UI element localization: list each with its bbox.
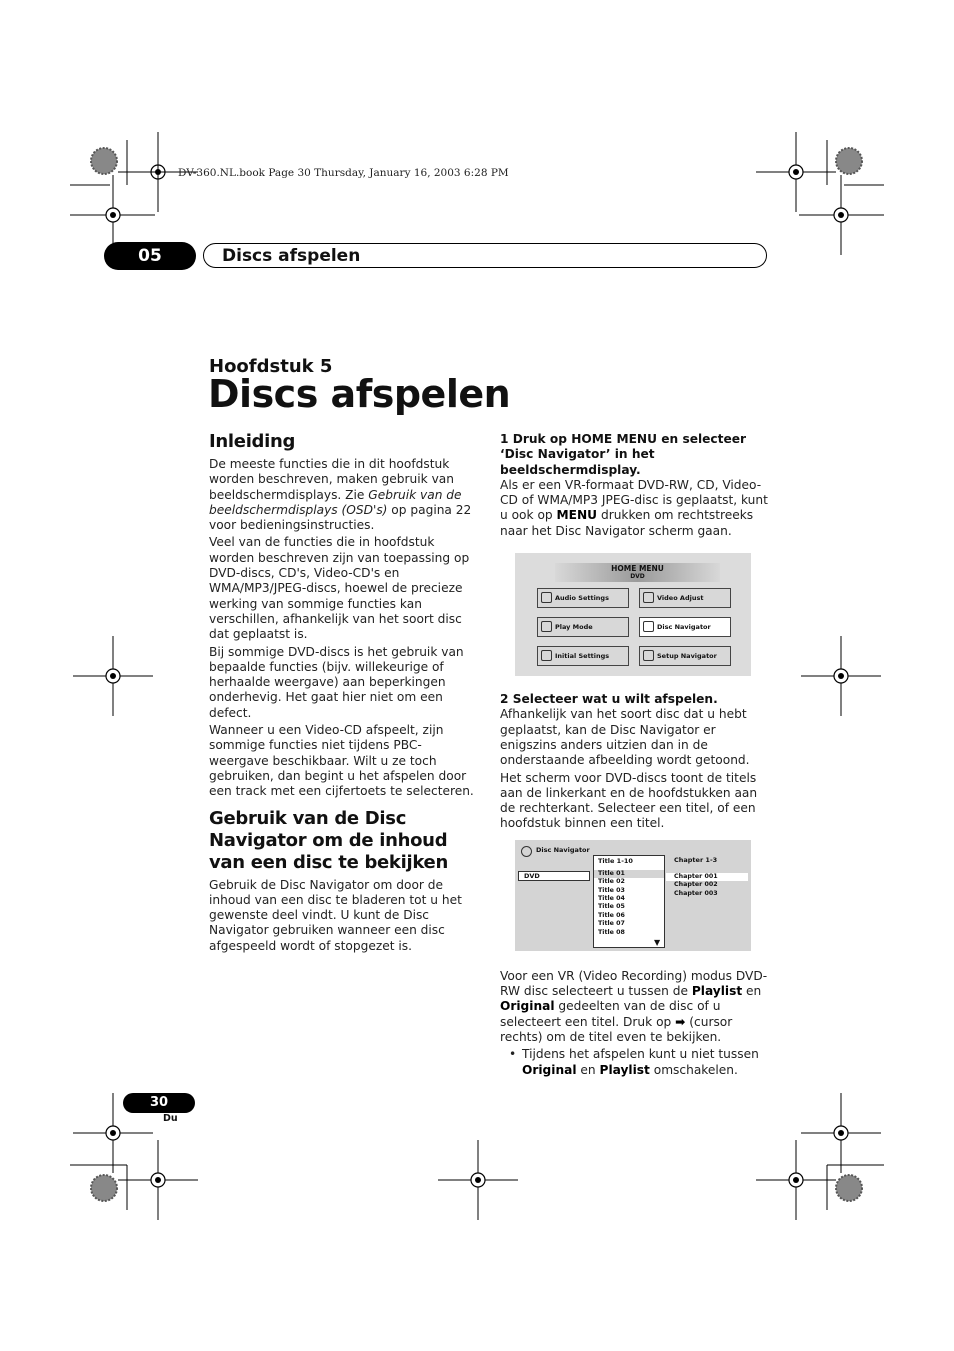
title-item: Title 02: [598, 878, 625, 886]
osd-reference: Gebruik van de beeldschermdisplays (OSD's): [209, 487, 462, 517]
chapter-list: [666, 873, 748, 898]
disc-navigator-title: Disc Navigator: [536, 845, 590, 854]
print-header: DV-360.NL.book Page 30 Thursday, January 16, 2003 6:28 PM: [178, 167, 509, 179]
chapter-item: Chapter 003: [674, 889, 718, 897]
chapter-number-badge: 05: [104, 242, 196, 270]
settings-icon: [541, 650, 552, 661]
scroll-down-icon: ▼: [654, 937, 661, 947]
video-icon: [643, 592, 654, 603]
source-dvd: DVD: [518, 871, 590, 881]
title-list: Title 1-10 Title 01 Title 02 Title 03 Title 04 Title 05 Title 06 Title 07 Title 08: [593, 855, 665, 948]
page-title: Discs afspelen: [208, 372, 511, 416]
title-item: Title 04: [598, 894, 625, 902]
title-item: Title 06: [598, 911, 625, 919]
step-1-text: Als er een VR-formaat DVD-RW, CD, Video-CD of WMA/MP3 JPEG-disc is geplaatst, kunt u ook op MENU drukken om rechtstreeks naar het Disc Navigator scherm gaan.: [500, 477, 768, 538]
step-2-text: Afhankelijk van het soort disc dat u hebt geplaatst, kan de Disc Navigator er enigszins anders uitzien dan in de onderstaande afbeelding wordt getoond.: [500, 707, 750, 768]
right-column: [500, 432, 768, 1080]
chapter-header: Chapter 1-3: [674, 855, 718, 864]
title-item: Title 05: [598, 903, 625, 911]
title-item: Title 03: [598, 886, 625, 894]
disc-navigator-screenshot: [515, 840, 751, 951]
inleiding-heading: Inleiding: [209, 431, 296, 452]
home-menu-screenshot: [515, 553, 751, 676]
chapter-title-bar: Discs afspelen: [203, 243, 767, 268]
bullet-note: • Tijdens het afspelen kunt u niet tussen Original en Playlist omschakelen.: [500, 1047, 768, 1078]
title-item: Title 07: [598, 920, 625, 928]
step-2-text-2: Het scherm voor DVD-discs toont de titels aan de linkerkant en de hoofdstukken aan de rechterkant. Selecteer een titel, of een hoofdstuk binnen een titel.: [500, 770, 758, 831]
left-column: [209, 431, 479, 956]
setup-icon: [643, 650, 654, 661]
speaker-icon: [541, 592, 552, 603]
step-1-heading: 1 Druk op HOME MENU en selecteer ‘Disc Navigator’ in het beeldschermdisplay.: [500, 432, 747, 477]
title-item: Title 01: [594, 870, 664, 878]
chapter-item: Chapter 002: [674, 881, 718, 889]
chapter-item: Chapter 001: [666, 873, 748, 881]
intro-paragraph-1: De meeste functies die in dit hoofdstuk worden beschreven, maken gebruik van beeldschermdisplays. Zie Gebruik van de beeldschermdisplays (OSD's) op pagina 22 voor bedieningsinstructies.: [209, 457, 472, 533]
page-number: 30: [123, 1093, 195, 1113]
disc-icon: [643, 621, 654, 632]
language-code: Du: [163, 1113, 178, 1124]
menu-initial-settings: Initial Settings: [537, 646, 629, 666]
step-2-heading: 2 Selecteer wat u wilt afspelen.: [500, 692, 718, 707]
menu-video-adjust: Video Adjust: [639, 588, 731, 608]
chapter-label: Hoofdstuk 5: [209, 356, 333, 377]
play-mode-icon: [541, 621, 552, 632]
disc-navigator-heading: Gebruik van de Disc Navigator om de inhoud van een disc te bekijken: [209, 807, 448, 873]
cursor-right-icon: ➡: [675, 1014, 686, 1029]
intro-paragraph-3: Bij sommige DVD-discs is het gebruik van bepaalde functies (bijv. willekeurige of herhaalde weergave) aan beperkingen onderhevig. Het gaat hier niet om een defect.: [209, 644, 464, 720]
intro-paragraph-4: Wanneer u een Video-CD afspeelt, zijn sommige functies niet tijdens PBC-weergave beschikbaar. Wilt u ze toch gebruiken, dan begint u het afspelen door een track met een cijfertoets te selecteren.: [209, 723, 474, 799]
home-menu-header: HOME MENU DVD: [555, 563, 720, 582]
menu-disc-navigator: Disc Navigator: [639, 617, 731, 637]
menu-setup-navigator: Setup Navigator: [639, 646, 731, 666]
menu-play-mode: Play Mode: [537, 617, 629, 637]
title-item: Title 08: [598, 928, 625, 936]
intro-paragraph-2: Veel van de functies die in hoofdstuk worden beschreven zijn van toepassing op DVD-discs, CD's, Video-CD's en WMA/MP3/JPEG-discs, hoewel de precieze werking van sommige functies kan verschillen, afhankelijk van het soort disc dat geplaatst is.: [209, 535, 470, 642]
vr-mode-paragraph: Voor een VR (Video Recording) modus DVD-RW disc selecteert u tussen de Playlist en Original gedeelten van de disc of u selecteert een titel. Druk op ➡ (cursor rechts) om de titel even te bekijken.: [500, 968, 768, 1044]
menu-audio-settings: Audio Settings: [537, 588, 629, 608]
disc-navigator-paragraph: Gebruik de Disc Navigator om door de inhoud van een disc te bladeren tot u het gewenste deel vindt. U kunt de Disc Navigator gebruiken wanneer een disc afgespeeld wordt of stopgezet is.: [209, 877, 462, 953]
